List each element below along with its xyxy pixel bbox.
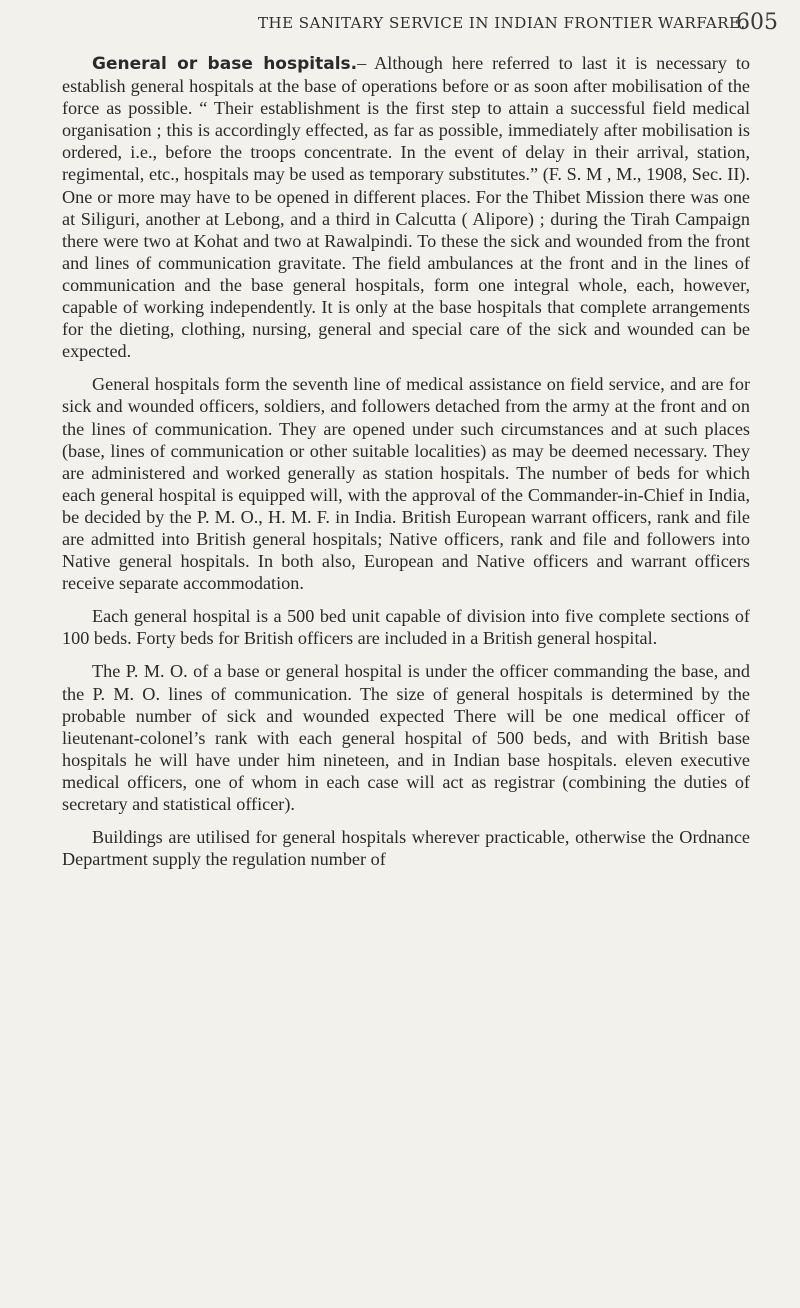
paragraph-pmo: [62, 660, 750, 815]
paragraph-seventh-line: [62, 373, 750, 594]
paragraph-text: Buildings are utilised for general hospitals wherever practicable, otherwise the Ordnance Department supply the regulation number of: [62, 827, 750, 870]
paragraph-text: – Although here referred to last it is necessary to establish general hospitals at the base of operations before or as soon after mobilisation of the force as possible. “ Their establishment is the first step to attain a successful field medical organisation ; this is accordingly effected, as far as possible, immediately after mobilisation is ordered, i.e., before the troops concentrate. In the event of delay in their arrival, station, regimental, etc., hospitals may be used as temporary substitutes.” (F. S. M , M., 1908, Sec. II). One or more may have to be opened in different places. For the Thibet Mission there was one at Siliguri, another at Lebong, and a third in Calcutta ( Alipore) ; during the Tirah Campaign there were two at Kohat and two at Rawalpindi. To these the sick and wounded from the front and lines of communication gravitate. The field ambulances at the front and in the lines of communication and the base general hospitals, form one integral whole, each, however, capable of working independently. It is only at the base hospitals that complete arrangements for the dieting, clothing, nursing, general and special care of the sick and wounded can be expected.: [62, 53, 750, 362]
paragraph-buildings: [62, 826, 750, 870]
paragraph-text: Each general hospital is a 500 bed unit capable of division into five complete sections of 100 beds. Forty beds for British officers are included in a British general hospital.: [62, 606, 750, 649]
page-number: 605: [736, 10, 778, 35]
body-text: [62, 52, 750, 881]
paragraph-heading: General or base hospitals.: [92, 54, 358, 74]
running-title: THE SANITARY SERVICE IN INDIAN FRONTIER WARFARE.: [258, 14, 746, 32]
paragraph-text: General hospitals form the seventh line of medical assistance on field service, and are for sick and wounded officers, soldiers, and followers detached from the army at the front and on the lines of communication. They are opened under such circumstances and at such places (base, lines of communication or other suitable localities) as may be deemed necessary. They are administered and worked generally as station hospitals. The number of beds for which each general hospital is equipped will, with the approval of the Commander-in-Chief in India, be decided by the P. M. O., H. M. F. in India. British European warrant officers, rank and file are admitted into British general hospitals; Native officers, rank and file and followers into Native general hospitals. In both also, European and Native officers and warrant officers receive separate accommodation.: [62, 374, 750, 594]
paragraph-bed-unit: [62, 605, 750, 649]
paragraph-general-hospitals: [62, 52, 750, 362]
paragraph-text: The P. M. O. of a base or general hospital is under the officer commanding the base, and the P. M. O. lines of communication. The size of general hospitals is determined by the probable number of sick and wounded expected There will be one medical officer of lieutenant-colonel’s rank with each general hospital of 500 beds, and with British base hospitals he will have under him nineteen, and in Indian base hospitals. eleven executive medical officers, one of whom in each case will act as registrar (combining the duties of secretary and statistical officer).: [62, 661, 750, 814]
